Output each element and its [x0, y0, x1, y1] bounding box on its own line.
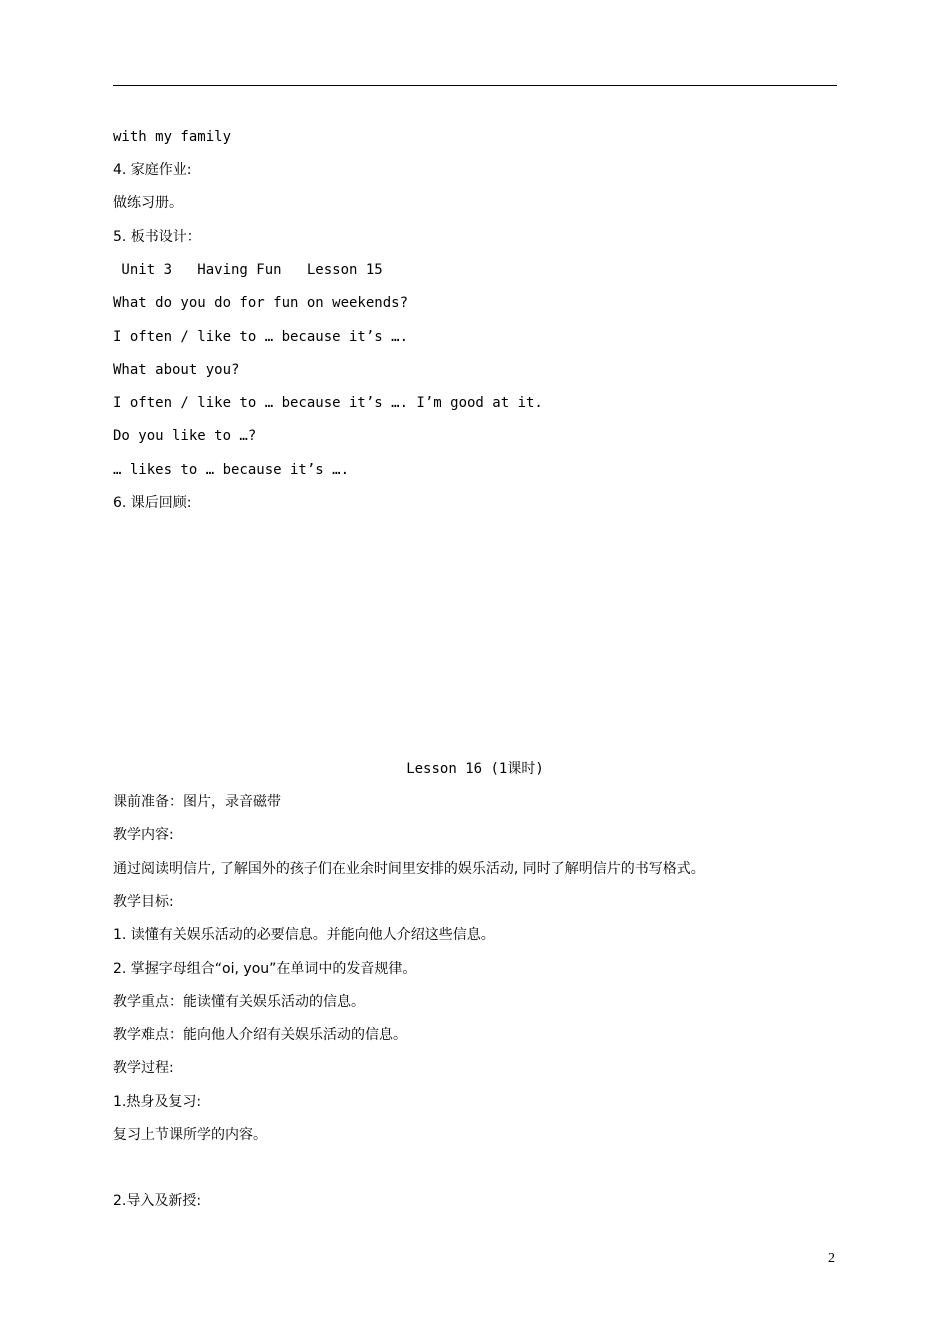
- text-line: 教学内容:: [113, 827, 174, 843]
- text-line: … likes to … because it’s ….: [113, 462, 350, 478]
- text-line: 复习上节课所学的内容。: [113, 1127, 267, 1143]
- text-line: Unit 3 Having Fun Lesson 15: [113, 262, 383, 278]
- text-line: 教学重点：能读懂有关娱乐活动的信息。: [113, 994, 365, 1010]
- section-heading-board-design: 5. 板书设计：: [113, 229, 201, 245]
- lesson-title: Lesson 16 (1课时): [406, 761, 544, 777]
- text-line: 做练习册。: [113, 195, 183, 211]
- text-line: Do you like to …?: [113, 428, 257, 444]
- text-line: 2.导入及新授:: [113, 1193, 202, 1209]
- text-line: 教学难点：能向他人介绍有关娱乐活动的信息。: [113, 1027, 407, 1043]
- page-number: 2: [828, 1251, 835, 1266]
- text-line: I often / like to … because it’s ….: [113, 329, 409, 345]
- text-line: 通过阅读明信片, 了解国外的孩子们在业余时间里安排的娱乐活动, 同时了解明信片的书写格式。: [113, 861, 705, 877]
- section-heading-review: 6. 课后回顾:: [113, 495, 192, 511]
- text-line: 教学目标:: [113, 894, 174, 910]
- text-line: What about you?: [113, 362, 240, 378]
- text-line: I often / like to … because it’s …. I’m good at it.: [113, 395, 543, 411]
- text-line: 1.热身及复习:: [113, 1094, 202, 1110]
- section-heading-homework: 4. 家庭作业:: [113, 162, 192, 178]
- text-line: 教学过程:: [113, 1060, 174, 1076]
- header-rule: [113, 85, 837, 86]
- text-line: 2. 掌握字母组合“oi, you”在单词中的发音规律。: [113, 961, 417, 977]
- text-line: with my family: [113, 129, 232, 145]
- text-line: 课前准备：图片，录音磁带: [113, 794, 281, 810]
- text-line: What do you do for fun on weekends?: [113, 295, 409, 311]
- text-line: 1. 读懂有关娱乐活动的必要信息。并能向他人介绍这些信息。: [113, 927, 495, 943]
